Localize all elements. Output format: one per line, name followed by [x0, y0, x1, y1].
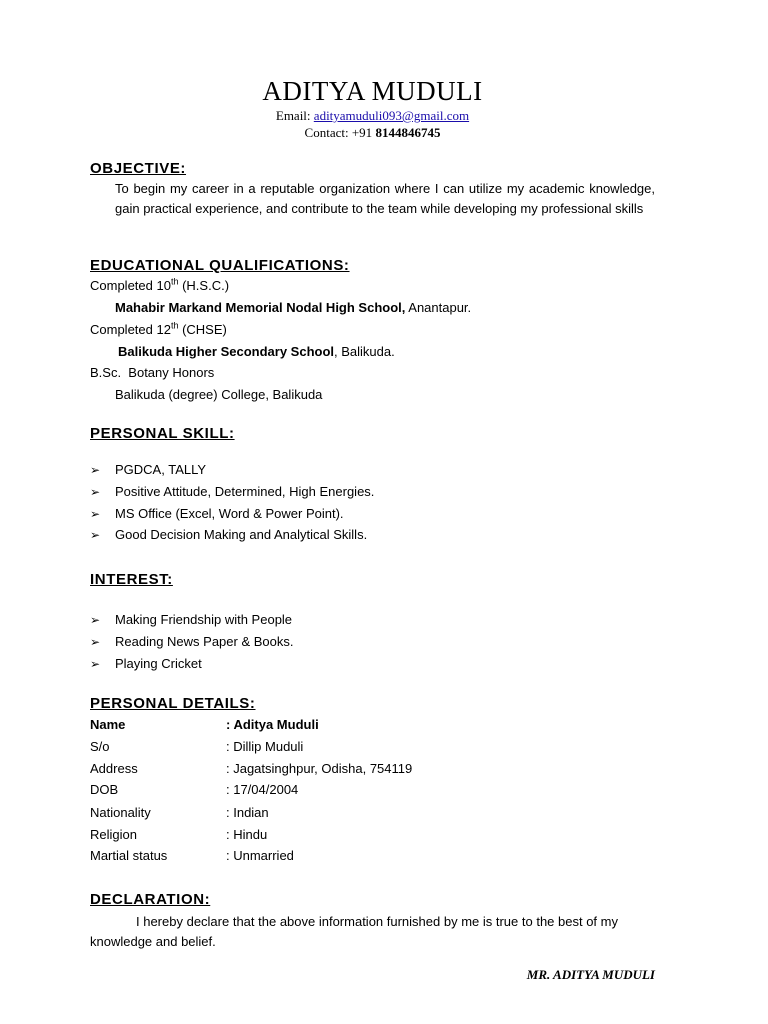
objective-heading: OBJECTIVE: — [90, 160, 187, 177]
detail-label: Martial status — [90, 848, 168, 863]
detail-value: : Jagatsinghpur, Odisha, 754119 — [226, 761, 413, 776]
detail-label: Nationality — [90, 805, 151, 820]
ordinal-suffix: th — [170, 276, 179, 287]
contact-number: 8144846745 — [375, 125, 441, 140]
detail-value: : Indian — [226, 805, 269, 820]
email-line — [0, 108, 745, 124]
education-heading: EDUCATIONAL QUALIFICATIONS: — [90, 257, 350, 274]
school-location: , Balikuda. — [334, 344, 395, 359]
education-level-type: (CHSE) — [178, 322, 227, 337]
arrow-bullet-icon: ➢ — [90, 635, 101, 649]
arrow-bullet-icon: ➢ — [90, 613, 101, 627]
detail-value: : Hindu — [226, 827, 268, 842]
interest-text: Reading News Paper & Books. — [115, 634, 294, 649]
arrow-bullet-icon: ➢ — [90, 463, 101, 477]
detail-value: : Dillip Muduli — [226, 739, 304, 754]
interest-item — [90, 656, 202, 671]
skill-text: Positive Attitude, Determined, High Energies. — [115, 484, 375, 499]
arrow-bullet-icon: ➢ — [90, 507, 101, 521]
skill-text: MS Office (Excel, Word & Power Point). — [115, 506, 344, 521]
skill-item — [90, 527, 367, 542]
school-name: Mahabir Markand Memorial Nodal High School, — [115, 300, 406, 315]
detail-label: Religion — [90, 827, 137, 842]
signature-name: MR. ADITYA MUDULI — [526, 967, 655, 982]
arrow-bullet-icon: ➢ — [90, 485, 101, 499]
interest-item — [90, 612, 292, 627]
interest-text: Playing Cricket — [115, 656, 202, 671]
education-school — [115, 300, 471, 315]
interest-item — [90, 634, 293, 649]
skill-item — [90, 484, 374, 499]
education-level — [90, 365, 214, 380]
skill-text: Good Decision Making and Analytical Skills. — [115, 527, 368, 542]
school-name: Balikuda Higher Secondary School — [118, 344, 334, 359]
detail-label: S/o — [90, 739, 110, 754]
detail-label: Address — [90, 761, 138, 776]
education-level — [90, 322, 227, 337]
personal-details-heading: PERSONAL DETAILS: — [90, 695, 256, 712]
detail-label: Name — [90, 717, 126, 732]
candidate-name: ADITYA MUDULI — [262, 76, 483, 106]
email-link[interactable]: adityamuduli093@gmail.com — [313, 108, 470, 123]
education-level-text: B.Sc. Botany Honors — [90, 365, 215, 380]
education-level-type: (H.S.C.) — [178, 278, 230, 293]
interest-text: Making Friendship with People — [115, 612, 293, 627]
detail-label: DOB — [90, 782, 119, 797]
skills-heading: PERSONAL SKILL: — [90, 425, 235, 442]
education-level-text: Completed 10 — [90, 278, 171, 293]
skill-item — [90, 506, 344, 521]
arrow-bullet-icon: ➢ — [90, 528, 101, 542]
education-school — [118, 344, 395, 359]
school-location: Anantapur. — [405, 300, 472, 315]
education-level — [90, 278, 229, 293]
skill-item — [90, 462, 206, 477]
declaration-heading: DECLARATION: — [90, 891, 211, 908]
declaration-text: I hereby declare that the above information furnished by me is true to the best of my knowledge and belief. — [90, 914, 618, 949]
skill-text: PGDCA, TALLY — [115, 462, 207, 477]
education-school — [115, 387, 322, 402]
contact-line — [0, 125, 745, 141]
ordinal-suffix: th — [170, 320, 179, 331]
contact-label: Contact: +91 — [304, 125, 376, 140]
school-name: Balikuda (degree) College, Balikuda — [115, 387, 323, 402]
detail-value: : 17/04/2004 — [226, 782, 299, 797]
email-label: Email: — [275, 108, 314, 123]
interest-heading: INTEREST: — [90, 571, 173, 588]
education-level-text: Completed 12 — [90, 322, 171, 337]
arrow-bullet-icon: ➢ — [90, 657, 101, 671]
detail-value: : Unmarried — [226, 848, 294, 863]
detail-value: : Aditya Muduli — [226, 717, 319, 732]
objective-text: To begin my career in a reputable organization where I can utilize my academic knowledge, gain practical experience, and contribute to the team while developing my professional skills — [115, 181, 655, 216]
